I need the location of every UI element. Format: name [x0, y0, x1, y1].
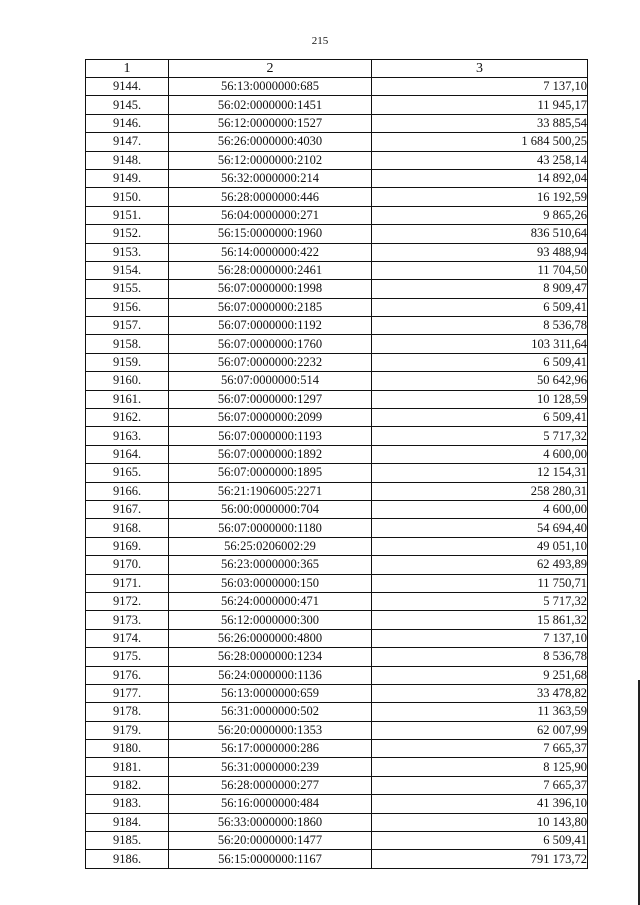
table-row [86, 703, 588, 721]
amount-cell: 54 694,40 [372, 519, 588, 537]
table-row [86, 96, 588, 114]
row-number-cell: 9144. [86, 78, 169, 96]
cadastral-number-cell: 56:20:0000000:1477 [169, 832, 372, 850]
row-number-cell: 9165. [86, 464, 169, 482]
amount-cell: 41 396,10 [372, 795, 588, 813]
row-number-cell: 9183. [86, 795, 169, 813]
cadastral-number-cell: 56:07:0000000:1895 [169, 464, 372, 482]
table-row [86, 298, 588, 316]
table-row [86, 390, 588, 408]
table-row [86, 684, 588, 702]
cadastral-number-cell: 56:07:0000000:1192 [169, 317, 372, 335]
amount-cell: 62 493,89 [372, 556, 588, 574]
table-row [86, 188, 588, 206]
table-body [86, 78, 588, 869]
table-row [86, 353, 588, 371]
register-table [85, 59, 588, 869]
table-header [86, 60, 588, 78]
cadastral-number-cell: 56:25:0206002:29 [169, 537, 372, 555]
amount-cell: 49 051,10 [372, 537, 588, 555]
table-row [86, 537, 588, 555]
table-row [86, 133, 588, 151]
row-number-cell: 9176. [86, 666, 169, 684]
cadastral-number-cell: 56:31:0000000:502 [169, 703, 372, 721]
cadastral-number-cell: 56:26:0000000:4030 [169, 133, 372, 151]
row-number-cell: 9163. [86, 427, 169, 445]
row-number-cell: 9150. [86, 188, 169, 206]
table-row [86, 243, 588, 261]
cadastral-number-cell: 56:13:0000000:685 [169, 78, 372, 96]
amount-cell: 50 642,96 [372, 372, 588, 390]
row-number-cell: 9146. [86, 114, 169, 132]
row-number-cell: 9148. [86, 151, 169, 169]
amount-cell: 9 251,68 [372, 666, 588, 684]
cadastral-number-cell: 56:23:0000000:365 [169, 556, 372, 574]
cadastral-number-cell: 56:15:0000000:1167 [169, 850, 372, 868]
cadastral-number-cell: 56:15:0000000:1960 [169, 225, 372, 243]
table-row [86, 206, 588, 224]
row-number-cell: 9164. [86, 445, 169, 463]
amount-cell: 7 665,37 [372, 776, 588, 794]
amount-cell: 6 509,41 [372, 353, 588, 371]
cadastral-number-cell: 56:02:0000000:1451 [169, 96, 372, 114]
cadastral-number-cell: 56:03:0000000:150 [169, 574, 372, 592]
amount-cell: 9 865,26 [372, 206, 588, 224]
row-number-cell: 9151. [86, 206, 169, 224]
row-number-cell: 9173. [86, 611, 169, 629]
table-row [86, 832, 588, 850]
cadastral-number-cell: 56:24:0000000:1136 [169, 666, 372, 684]
table-row [86, 648, 588, 666]
amount-cell: 258 280,31 [372, 482, 588, 500]
cadastral-number-cell: 56:14:0000000:422 [169, 243, 372, 261]
amount-cell: 7 137,10 [372, 78, 588, 96]
row-number-cell: 9167. [86, 500, 169, 518]
row-number-cell: 9160. [86, 372, 169, 390]
cadastral-number-cell: 56:21:1906005:2271 [169, 482, 372, 500]
row-number-cell: 9179. [86, 721, 169, 739]
row-number-cell: 9182. [86, 776, 169, 794]
amount-cell: 93 488,94 [372, 243, 588, 261]
table-row [86, 795, 588, 813]
row-number-cell: 9154. [86, 261, 169, 279]
cadastral-number-cell: 56:28:0000000:2461 [169, 261, 372, 279]
cadastral-number-cell: 56:28:0000000:1234 [169, 648, 372, 666]
cadastral-number-cell: 56:12:0000000:1527 [169, 114, 372, 132]
table-row [86, 114, 588, 132]
amount-cell: 11 704,50 [372, 261, 588, 279]
table-row [86, 574, 588, 592]
table-row [86, 225, 588, 243]
cadastral-number-cell: 56:13:0000000:659 [169, 684, 372, 702]
row-number-cell: 9161. [86, 390, 169, 408]
amount-cell: 7 665,37 [372, 740, 588, 758]
table-row [86, 556, 588, 574]
amount-cell: 791 173,72 [372, 850, 588, 868]
table-row [86, 280, 588, 298]
table-row [86, 758, 588, 776]
cadastral-number-cell: 56:07:0000000:1193 [169, 427, 372, 445]
amount-cell: 6 509,41 [372, 298, 588, 316]
column-header-2: 2 [169, 60, 372, 78]
row-number-cell: 9159. [86, 353, 169, 371]
table-row [86, 776, 588, 794]
cadastral-number-cell: 56:32:0000000:214 [169, 169, 372, 187]
row-number-cell: 9185. [86, 832, 169, 850]
column-header-1: 1 [86, 60, 169, 78]
row-number-cell: 9181. [86, 758, 169, 776]
amount-cell: 10 128,59 [372, 390, 588, 408]
amount-cell: 1 684 500,25 [372, 133, 588, 151]
cadastral-number-cell: 56:31:0000000:239 [169, 758, 372, 776]
cadastral-number-cell: 56:28:0000000:277 [169, 776, 372, 794]
row-number-cell: 9149. [86, 169, 169, 187]
cadastral-number-cell: 56:12:0000000:300 [169, 611, 372, 629]
cadastral-number-cell: 56:12:0000000:2102 [169, 151, 372, 169]
cadastral-number-cell: 56:17:0000000:286 [169, 740, 372, 758]
table-row [86, 482, 588, 500]
table-row [86, 445, 588, 463]
amount-cell: 5 717,32 [372, 427, 588, 445]
amount-cell: 6 509,41 [372, 832, 588, 850]
amount-cell: 836 510,64 [372, 225, 588, 243]
cadastral-number-cell: 56:07:0000000:2185 [169, 298, 372, 316]
amount-cell: 11 945,17 [372, 96, 588, 114]
amount-cell: 4 600,00 [372, 445, 588, 463]
row-number-cell: 9178. [86, 703, 169, 721]
row-number-cell: 9186. [86, 850, 169, 868]
row-number-cell: 9175. [86, 648, 169, 666]
row-number-cell: 9145. [86, 96, 169, 114]
table-row [86, 666, 588, 684]
table-row [86, 427, 588, 445]
amount-cell: 33 885,54 [372, 114, 588, 132]
cadastral-number-cell: 56:26:0000000:4800 [169, 629, 372, 647]
cadastral-number-cell: 56:07:0000000:2099 [169, 409, 372, 427]
table-row [86, 500, 588, 518]
amount-cell: 5 717,32 [372, 592, 588, 610]
amount-cell: 8 125,90 [372, 758, 588, 776]
cadastral-number-cell: 56:07:0000000:1760 [169, 335, 372, 353]
cadastral-number-cell: 56:07:0000000:1998 [169, 280, 372, 298]
table-row [86, 519, 588, 537]
cadastral-number-cell: 56:28:0000000:446 [169, 188, 372, 206]
cadastral-number-cell: 56:33:0000000:1860 [169, 813, 372, 831]
table-row [86, 261, 588, 279]
row-number-cell: 9180. [86, 740, 169, 758]
cadastral-number-cell: 56:16:0000000:484 [169, 795, 372, 813]
row-number-cell: 9147. [86, 133, 169, 151]
row-number-cell: 9168. [86, 519, 169, 537]
amount-cell: 33 478,82 [372, 684, 588, 702]
cadastral-number-cell: 56:04:0000000:271 [169, 206, 372, 224]
row-number-cell: 9166. [86, 482, 169, 500]
row-number-cell: 9157. [86, 317, 169, 335]
amount-cell: 14 892,04 [372, 169, 588, 187]
cadastral-number-cell: 56:07:0000000:514 [169, 372, 372, 390]
row-number-cell: 9184. [86, 813, 169, 831]
table-row [86, 78, 588, 96]
table-row [86, 592, 588, 610]
header-row [86, 60, 588, 78]
row-number-cell: 9174. [86, 629, 169, 647]
row-number-cell: 9162. [86, 409, 169, 427]
amount-cell: 43 258,14 [372, 151, 588, 169]
column-header-3: 3 [372, 60, 588, 78]
amount-cell: 10 143,80 [372, 813, 588, 831]
cadastral-number-cell: 56:20:0000000:1353 [169, 721, 372, 739]
amount-cell: 11 363,59 [372, 703, 588, 721]
amount-cell: 15 861,32 [372, 611, 588, 629]
cadastral-number-cell: 56:07:0000000:1892 [169, 445, 372, 463]
cadastral-number-cell: 56:07:0000000:1180 [169, 519, 372, 537]
row-number-cell: 9155. [86, 280, 169, 298]
row-number-cell: 9153. [86, 243, 169, 261]
amount-cell: 7 137,10 [372, 629, 588, 647]
table-row [86, 740, 588, 758]
cadastral-number-cell: 56:00:0000000:704 [169, 500, 372, 518]
amount-cell: 11 750,71 [372, 574, 588, 592]
page-number: 215 [311, 35, 329, 47]
table-row [86, 169, 588, 187]
row-number-cell: 9156. [86, 298, 169, 316]
table-row [86, 464, 588, 482]
row-number-cell: 9171. [86, 574, 169, 592]
table-row [86, 611, 588, 629]
amount-cell: 8 536,78 [372, 317, 588, 335]
table-row [86, 335, 588, 353]
table-row [86, 409, 588, 427]
table-row [86, 813, 588, 831]
table-row [86, 151, 588, 169]
amount-cell: 8 909,47 [372, 280, 588, 298]
cadastral-number-cell: 56:24:0000000:471 [169, 592, 372, 610]
cadastral-number-cell: 56:07:0000000:1297 [169, 390, 372, 408]
table-row [86, 629, 588, 647]
row-number-cell: 9158. [86, 335, 169, 353]
table-row [86, 721, 588, 739]
amount-cell: 4 600,00 [372, 500, 588, 518]
amount-cell: 62 007,99 [372, 721, 588, 739]
amount-cell: 16 192,59 [372, 188, 588, 206]
row-number-cell: 9169. [86, 537, 169, 555]
amount-cell: 6 509,41 [372, 409, 588, 427]
row-number-cell: 9177. [86, 684, 169, 702]
table-row [86, 372, 588, 390]
row-number-cell: 9170. [86, 556, 169, 574]
amount-cell: 103 311,64 [372, 335, 588, 353]
table-row [86, 317, 588, 335]
table-row [86, 850, 588, 868]
row-number-cell: 9152. [86, 225, 169, 243]
row-number-cell: 9172. [86, 592, 169, 610]
cadastral-number-cell: 56:07:0000000:2232 [169, 353, 372, 371]
amount-cell: 12 154,31 [372, 464, 588, 482]
amount-cell: 8 536,78 [372, 648, 588, 666]
